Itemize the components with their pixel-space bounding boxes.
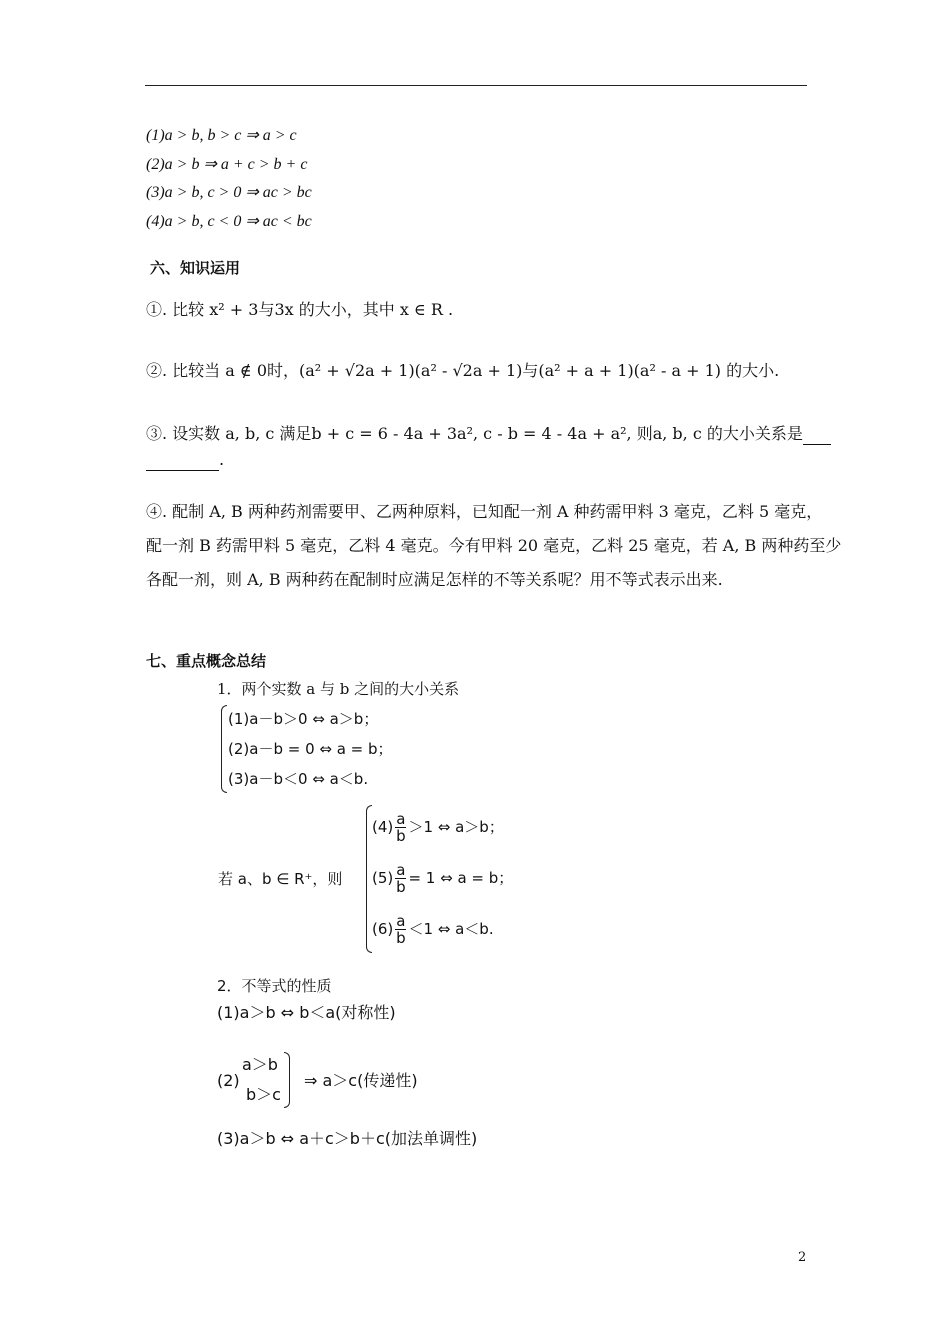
question-4-line-3: 各配一剂，则 A, B 两种药在配制时应满足怎样的不等关系呢？用不等式表示出来. xyxy=(146,570,723,589)
answer-blank-2 xyxy=(146,450,219,471)
question-1: ①. 比较 x² + 3与3x 的大小，其中 x ∈ R . xyxy=(146,300,454,319)
relation-4-label: (4) xyxy=(372,818,394,836)
relation-5 xyxy=(372,861,513,895)
positive-condition: 若 a、b ∈ R⁺，则 xyxy=(218,870,343,888)
transitive-premise-1: a＞b xyxy=(242,1055,278,1074)
property-4: (4)a > b, c < 0 ⇒ ac < bc xyxy=(146,213,312,230)
fraction-a-over-b xyxy=(395,862,406,895)
fraction-denominator: b xyxy=(396,827,406,845)
relation-1: (1)a－b＞0 ⇔ a＞b； xyxy=(228,710,379,728)
fraction-a-over-b xyxy=(395,913,406,946)
property-2: (2)a > b ⇒ a + c > b + c xyxy=(146,156,308,173)
page-number: 2 xyxy=(798,1250,807,1265)
relation-2: (2)a－b = 0 ⇔ a = b； xyxy=(228,740,393,758)
fraction-denominator: b xyxy=(396,929,406,947)
fraction-numerator: a xyxy=(396,810,406,828)
relation-5-text: = 1 ⇔ a = b； xyxy=(408,869,514,887)
left-brace-1 xyxy=(221,705,227,793)
relation-6-label: (6) xyxy=(372,920,394,938)
transitive-premise-2: b＞c xyxy=(246,1085,281,1104)
relation-3: (3)a－b＜0 ⇔ a＜b. xyxy=(228,770,369,788)
fraction-denominator: b xyxy=(396,878,406,896)
relation-5-label: (5) xyxy=(372,869,394,887)
transitive-conclusion: ⇒ a＞c(传递性) xyxy=(304,1071,418,1090)
section-6-title: 六、知识运用 xyxy=(150,259,241,277)
property-1: (1)a > b, b > c ⇒ a > c xyxy=(146,127,297,144)
relation-6 xyxy=(372,912,494,946)
relation-6-text: ＜1 ⇔ a＜b. xyxy=(408,920,494,938)
property-transitive-label: (2) xyxy=(217,1071,240,1090)
question-3 xyxy=(146,424,831,445)
question-4-line-2: 配一剂 B 药需甲料 5 毫克，乙料 4 毫克。今有甲料 20 毫克，乙料 25 毫克，若 A, B 两种药至少 xyxy=(146,536,842,555)
point-1-title: 1．两个实数 a 与 b 之间的大小关系 xyxy=(217,680,460,698)
relation-4-text: ＞1 ⇔ a＞b； xyxy=(408,818,504,836)
question-2: ②. 比较当 a ∉ 0时，(a² + √2a + 1)(a² - √2a + 1)与(a² + a + 1)(a² - a + 1) 的大小. xyxy=(146,361,780,380)
question-3-text: ③. 设实数 a, b, c 满足b + c = 6 - 4a + 3a², c - b = 4 - 4a + a², 则a, b, c 的大小关系是 xyxy=(146,424,803,443)
fraction-a-over-b xyxy=(395,811,406,844)
property-3: (3)a > b, c > 0 ⇒ ac > bc xyxy=(146,184,312,201)
question-3-cont xyxy=(146,450,224,471)
property-symmetry: (1)a＞b ⇔ b＜a(对称性) xyxy=(217,1003,396,1022)
header-rule xyxy=(145,85,807,86)
right-brace xyxy=(284,1052,290,1108)
relation-4 xyxy=(372,810,504,844)
question-4-line-1: ④. 配制 A, B 两种药剂需要甲、乙两种原料，已知配一剂 A 种药需甲料 3 毫克，乙料 5 毫克， xyxy=(146,502,823,521)
fraction-numerator: a xyxy=(396,912,406,930)
question-3-end: . xyxy=(219,450,225,469)
section-7-title: 七、重点概念总结 xyxy=(146,652,267,670)
fraction-numerator: a xyxy=(396,861,406,879)
answer-blank-1 xyxy=(803,424,831,445)
property-additive: (3)a＞b ⇔ a＋c＞b＋c(加法单调性) xyxy=(217,1129,478,1148)
point-2-title: 2．不等式的性质 xyxy=(217,977,332,995)
